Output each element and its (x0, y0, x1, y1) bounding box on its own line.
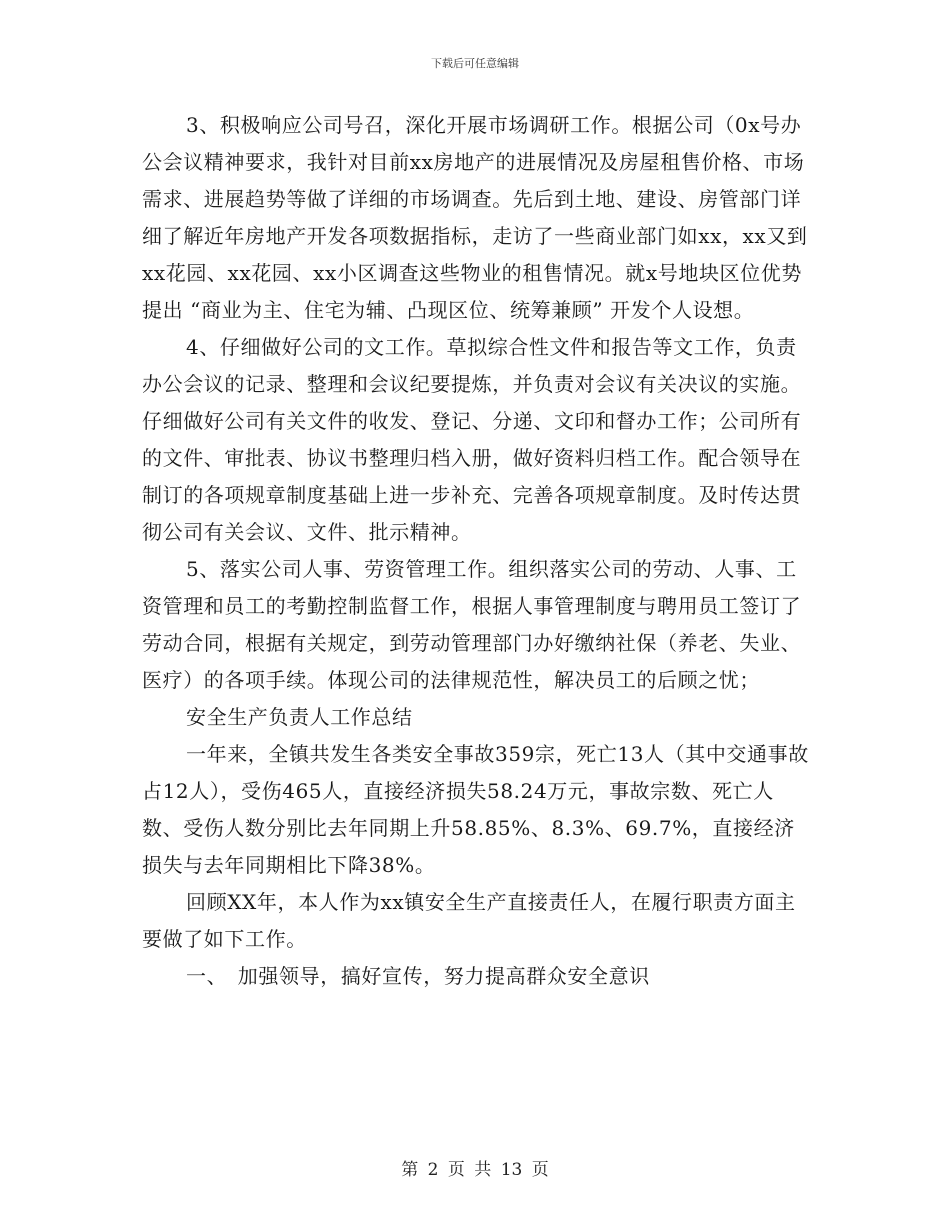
paragraph-personnel-management: 5、落实公司人事、劳资管理工作。组织落实公司的劳动、人事、工资管理和员工的考勤控制监督工作，根据人事管理制度与聘用员工签订了劳动合同，根据有关规定，到劳动管理部门办好缴纳社保（养老、失业、医疗）的各项手续。体现公司的法律规范性，解决员工的后顾之忧； (142, 557, 802, 692)
paragraph-accident-statistics: 一年来，全镇共发生各类安全事故359宗，死亡13人（其中交通事故占12人），受伤465人，直接经济损失58.24万元，事故宗数、死亡人数、受伤人数分别比去年同期上升58.85%、8.3%、69.7%，直接经济损失与去年同期相比下降38%。 (142, 742, 809, 877)
page-number: 第 2 页 共 13 页 (401, 1160, 549, 1180)
paragraph-review: 回顾XX年，本人作为xx镇安全生产直接责任人，在履行职责方面主要做了如下工作。 (142, 890, 796, 951)
heading-strengthen-leadership: 一、 加强领导，搞好宣传，努力提高群众安全意识 (186, 964, 650, 988)
header-note: 下载后可任意编辑 (431, 57, 519, 70)
section-title-safety-summary: 安全生产负责人工作总结 (186, 705, 413, 729)
paragraph-market-research: 3、积极响应公司号召，深化开展市场调研工作。根据公司（0x号办公会议精神要求，我针对目前xx房地产的进展情况及房屋租售价格、市场需求、进展趋势等做了详细的市场调查。先后到土地、建设、房管部门详细了解近年房地产开发各项数据指标，走访了一些商业部门如xx，xx又到xx花园、xx花园、xx小区调查这些物业的租售情况。就x号地块区位优势提出 “商业为主、住宅为辅、凸现区位、统筹兼顾” 开发个人设想。 (142, 113, 808, 322)
document-body (142, 107, 814, 995)
paragraph-document-work: 4、仔细做好公司的文工作。草拟综合性文件和报告等文工作，负责办公会议的记录、整理和会议纪要提炼，并负责对会议有关决议的实施。仔细做好公司有关文件的收发、登记、分递、文印和督办工作；公司所有的文件、审批表、协议书整理归档入册，做好资料归档工作。配合领导在制订的各项规章制度基础上进一步补充、完善各项规章制度。及时传达贯彻公司有关会议、文件、批示精神。 (142, 335, 802, 544)
